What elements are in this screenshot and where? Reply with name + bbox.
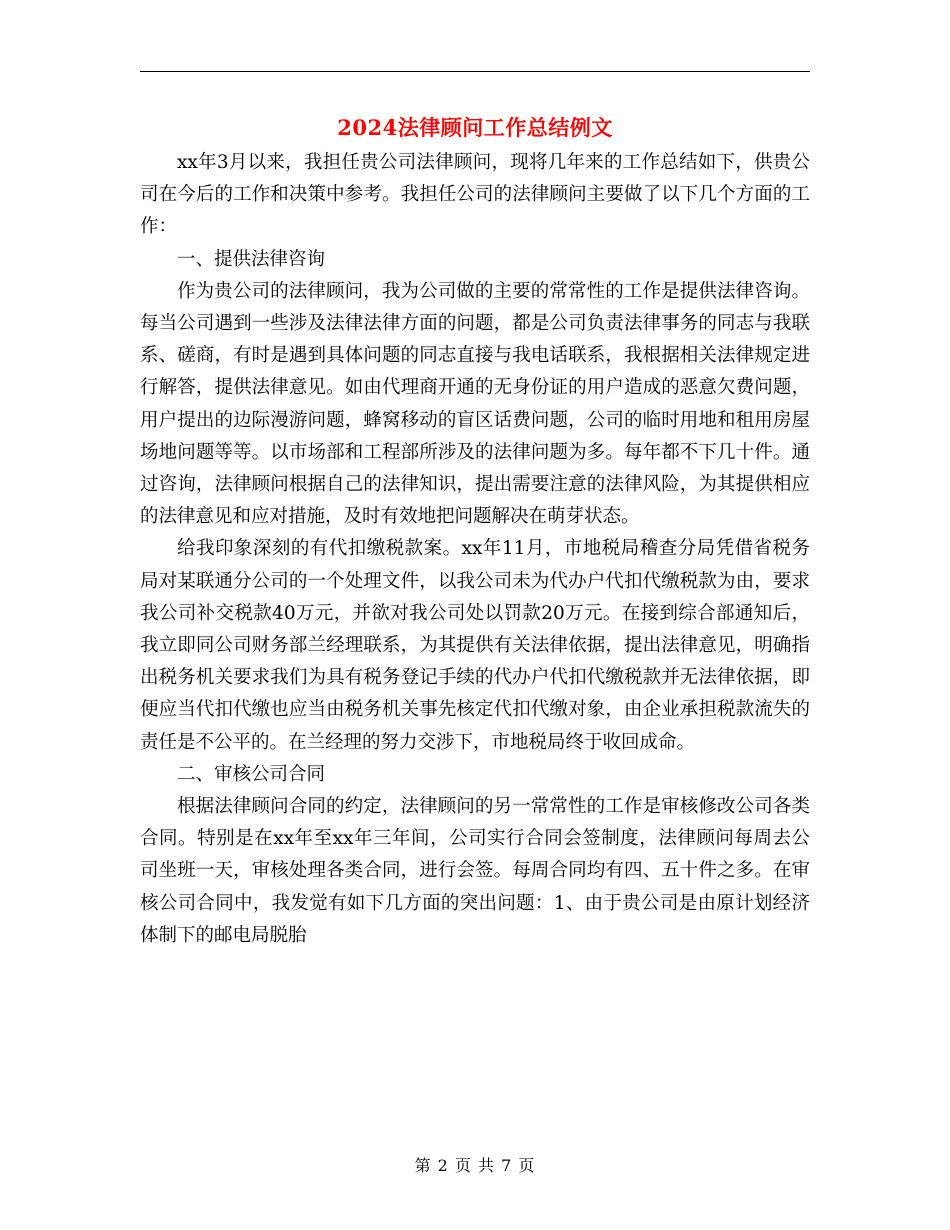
paragraph-tax-case: 给我印象深刻的有代扣缴税款案。xx年11月，市地税局稽查分局凭借省税务局对某联通分公司的一个处理文件，以我公司未为代办户代扣代缴税款为由，要求我公司补交税款40万元，并欲对我公司处以罚款20万元。在接到综合部通知后，我立即同公司财务部兰经理联系，为其提供有关法律依据，提出法律意见，明确指出税务机关要求我们为具有税务登记手续的代办户代扣代缴税款并无法律依据，即便应当代扣代缴也应当由税务机关事先核定代扣代缴对象，由企业承担税款流失的责任是不公平的。在兰经理的努力交涉下，市地税局终于收回成命。 <box>140 538 810 753</box>
page-number-footer: 第 2 页 共 7 页 <box>414 1156 536 1175</box>
document-title: 2024法律顾问工作总结例文 <box>337 115 613 140</box>
paragraph-contracts: 根据法律顾问合同的约定，法律顾问的另一常常性的工作是审核修改公司各类合同。特别是在xx年至xx年三年间，公司实行合同会签制度，法律顾问每周去公司坐班一天，审核处理各类合同，进行会签。每周合同均有四、五十件之多。在审核公司合同中，我发觉有如下几方面的突出问题：1、由于贵公司是由原计划经济体制下的邮电局脱胎 <box>140 796 810 946</box>
paragraph-consulting: 作为贵公司的法律顾问，我为公司做的主要的常常性的工作是提供法律咨询。每当公司遇到一些涉及法律法律方面的问题，都是公司负责法律事务的同志与我联系、磋商，有时是遇到具体问题的同志直接与我电话联系，我根据相关法律规定进行解答，提供法律意见。如由代理商开通的无身份证的用户造成的恶意欠费问题，用户提出的边际漫游问题，蜂窝移动的盲区话费问题，公司的临时用地和租用房屋场地问题等等。以市场部和工程部所涉及的法律问题为多。每年都不下几十件。通过咨询，法律顾问根据自己的法律知识，提出需要注意的法律风险，为其提供相应的法律意见和应对措施，及时有效地把问题解决在萌芽状态。 <box>140 280 810 528</box>
section-heading-contracts: 二、审核公司合同 <box>177 763 326 785</box>
section-heading-consulting: 一、提供法律咨询 <box>177 248 326 270</box>
document-body <box>140 147 810 952</box>
paragraph-intro: xx年3月以来，我担任贵公司法律顾问，现将几年来的工作总结如下，供贵公司在今后的工作和决策中参考。我担任公司的法律顾问主要做了以下几个方面的工作： <box>140 152 810 238</box>
header-rule <box>140 71 810 72</box>
